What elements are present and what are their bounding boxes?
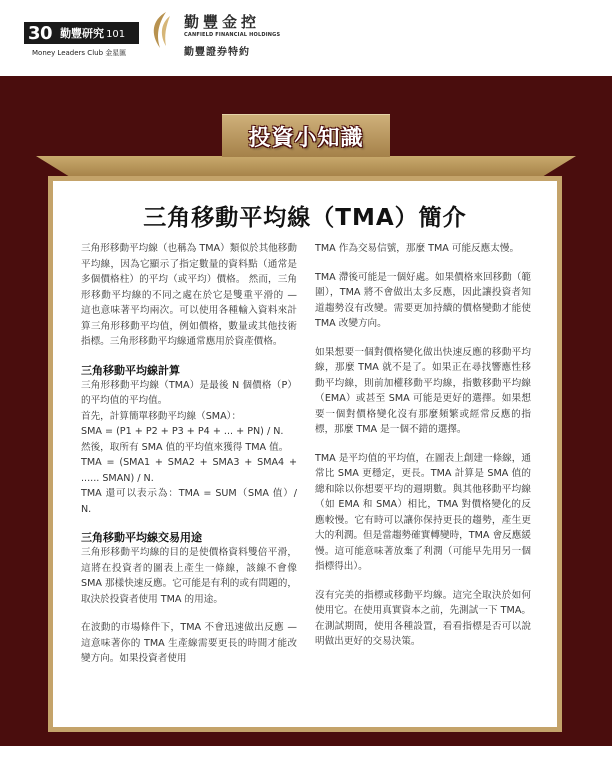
section-banner: [222, 114, 390, 157]
article-title: 三角移動平均線（TMA）簡介: [143, 205, 467, 231]
closing-paragraph: 沒有完美的指標或移動平均線。這完全取決於如何使用它。在使用真實資本之前，先測試一下 TMA。在測試期間，使用各種設置，看看指標是否可以說明做出更好的交易決策。: [315, 589, 531, 647]
usage-paragraph: 三角形移動平均線的目的是使價格資料雙倍平滑，這將在投資者的圖表上產生一條線，該線不會像 SMA 那樣快速反應。它可能是有利的或有問題的，取決於投資者使用 TMA 的用途。: [81, 547, 297, 605]
intro-paragraph: 三角形移動平均線（也稱為 TMA）類似於其他移動平均線，因為它顯示了指定數量的資料點（通常是多個價格柱）的平均（或平均）價格。 然而，三角形移動平均線的不同之處在於它是雙重平滑的 — 這也意味著平均兩次。可以使用各種輸入資料來計算三角形移動平均值，例如價格，數量或其他技術指標。三角形移動平均線通常應用於資產價格。: [81, 243, 297, 347]
calc-line: 首先，計算簡單移動平均線（SMA）：: [81, 410, 242, 422]
calc-line: 三角形移動平均線（TMA）是最後 N 個價格（P）的平均值的平均值。: [81, 379, 297, 406]
brand-name-en: CANFIELD FINANCIAL HOLDINGS: [184, 32, 281, 38]
banner-label: 投資小知識: [248, 125, 364, 151]
article-column-right: [315, 241, 531, 663]
calc-line: TMA = (SMA1 + SMA2 + SMA3 + SMA4 + ...... SMAN) / N.: [81, 457, 297, 484]
article-column-left: [81, 241, 297, 680]
page-number-badge: [24, 22, 139, 44]
continuation-paragraph: TMA 作為交易信號，那麼 TMA 可能反應太慢。: [315, 243, 520, 254]
magazine-title: 勤豐研究 101: [60, 27, 126, 40]
calc-heading: 三角移動平均線計算: [81, 363, 180, 377]
volatility-paragraph: 在波動的市場條件下，TMA 不會迅速做出反應 — 這意味著你的 TMA 生產線需要更長的時間才能改變方向。如果投資者使用: [81, 622, 297, 664]
brand-name: 勤豐金控: [184, 13, 261, 31]
brand-subtitle: 勤豐證券特約: [184, 47, 250, 58]
calc-line: 然後，取所有 SMA 值的平均值來獲得 TMA 值。: [81, 441, 289, 453]
calc-line: SMA = (P1 + P2 + P3 + P4 + ... + PN) / N.: [81, 426, 284, 437]
summary-paragraph: TMA 是平均值的平均值，在圖表上創建一條線，通常比 SMA 更穩定，更長。TMA 計算是 SMA 值的總和除以你想要平均的週期數。與其他移動平均線（如 EMA 和 SMA）相比，TMA 對價格變化的反應較慢。它有時可以讓你保持更長的趨勢，產生更大的利潤。但是當趨勢確實轉變時，TMA 會反應緩慢。這可能意味著放棄了利潤（可能早先用另一個指標得出）。: [315, 452, 531, 572]
calc-line: TMA 還可以表示為：TMA = SUM（SMA 值）/ N.: [81, 488, 297, 515]
usage-heading: 三角移動平均線交易用途: [81, 531, 202, 544]
responsive-paragraph: 如果想要一個對價格變化做出快速反應的移動平均線，那麼 TMA 就不是了。如果正在尋找響應性移動平均線，則前加權移動平均線，指數移動平均線（EMA）或甚至 SMA 可能是更好的選擇。如果想要一個對價格變化沒有那麼頻繁或經常反應的指標，那麼 TMA 是一個不錯的選擇。: [315, 346, 531, 435]
page-number: 30: [28, 22, 53, 44]
page-header: [0, 0, 612, 76]
article-card: [48, 176, 562, 732]
brand-logo-icon: [146, 10, 176, 50]
club-line: Money Leaders Club 金星匯: [32, 49, 127, 57]
bottom-margin: [0, 746, 612, 768]
lag-paragraph: TMA 滯後可能是一個好處。如果價格來回移動（範圍），TMA 將不會做出太多反應，因此讓投資者知道趨勢沒有改變。需要更加持續的價格變動才能使 TMA 改變方向。: [315, 271, 531, 329]
banner-ribbon: [36, 156, 576, 176]
